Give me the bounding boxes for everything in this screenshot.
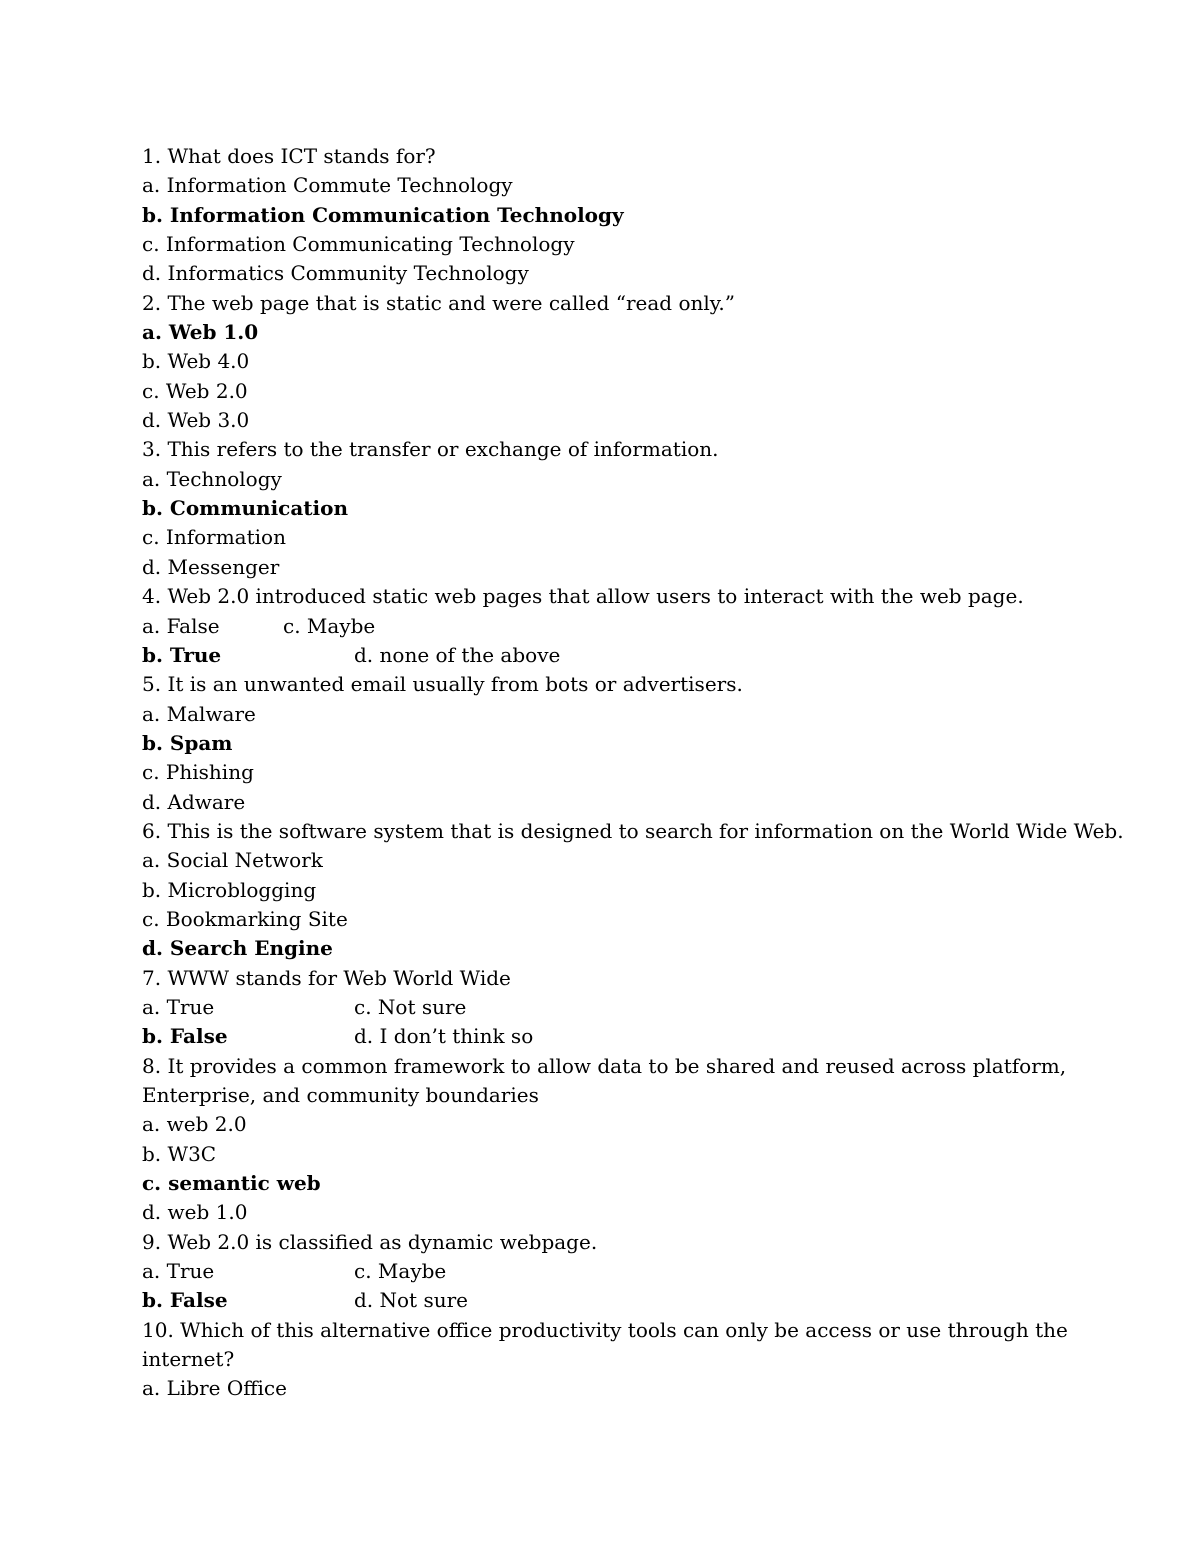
question-1-option-b-answer: b. Information Communication Technology <box>142 202 624 227</box>
question-1-option-a: a. Information Commute Technology <box>142 173 513 198</box>
question-9-options-row-2 <box>142 1286 1142 1315</box>
question-4-option-c: c. Maybe <box>283 613 376 638</box>
question-9-stem: 9. Web 2.0 is classified as dynamic webpage. <box>142 1229 598 1254</box>
question-9-option-c: c. Maybe <box>354 1259 447 1284</box>
question-4-options-row-1 <box>142 612 1142 641</box>
question-3-option-b-answer: b. Communication <box>142 496 349 521</box>
question-2-option-c: c. Web 2.0 <box>142 378 248 403</box>
question-7-option-b-answer: b. False <box>142 1024 228 1049</box>
question-5-option-d: d. Adware <box>142 789 246 814</box>
question-3-option-a: a. Technology <box>142 466 282 491</box>
question-5-option-b-answer: b. Spam <box>142 730 233 755</box>
question-8-option-b: b. W3C <box>142 1141 217 1166</box>
question-2-option-a-answer: a. Web 1.0 <box>142 320 259 345</box>
question-5-stem: 5. It is an unwanted email usually from bots or advertisers. <box>142 672 743 697</box>
question-3-option-d: d. Messenger <box>142 554 280 579</box>
question-4-option-a: a. False <box>142 613 220 638</box>
question-3-option-c: c. Information <box>142 525 286 550</box>
question-4-options-row-2 <box>142 641 1142 670</box>
question-9-option-a: a. True <box>142 1259 215 1284</box>
question-8-option-c-answer: c. semantic web <box>142 1171 321 1196</box>
question-4-stem: 4. Web 2.0 introduced static web pages that allow users to interact with the web page. <box>142 584 1024 609</box>
question-8-option-a: a. web 2.0 <box>142 1112 247 1137</box>
question-6-option-c: c. Bookmarking Site <box>142 906 348 931</box>
question-3-stem: 3. This refers to the transfer or exchange of information. <box>142 437 719 462</box>
question-6-option-b: b. Microblogging <box>142 877 317 902</box>
question-6-option-d-answer: d. Search Engine <box>142 936 333 961</box>
question-10-stem-line-2: internet? <box>142 1347 235 1372</box>
question-7-option-a: a. True <box>142 994 215 1019</box>
question-2-option-d: d. Web 3.0 <box>142 408 250 433</box>
question-7-option-c: c. Not sure <box>354 994 467 1019</box>
question-2-stem: 2. The web page that is static and were called “read only.” <box>142 290 735 315</box>
question-5-option-c: c. Phishing <box>142 760 254 785</box>
question-7-option-d: d. I don’t think so <box>354 1024 534 1049</box>
question-6-stem: 6. This is the software system that is designed to search for information on the World Wide Web. <box>142 818 1124 843</box>
question-9-option-d: d. Not sure <box>354 1288 468 1313</box>
question-9-option-b-answer: b. False <box>142 1288 228 1313</box>
question-10-stem-line-1: 10. Which of this alternative office productivity tools can only be access or use through the <box>142 1317 1068 1342</box>
question-9-options-row-1 <box>142 1257 1142 1286</box>
question-5-option-a: a. Malware <box>142 701 256 726</box>
question-1-stem: 1. What does ICT stands for? <box>142 144 436 168</box>
question-7-options-row-2 <box>142 1022 1142 1051</box>
quiz-document <box>142 142 1142 1404</box>
question-4-option-d: d. none of the above <box>354 642 561 667</box>
question-7-stem: 7. WWW stands for Web World Wide <box>142 965 511 990</box>
question-2-option-b: b. Web 4.0 <box>142 349 250 374</box>
question-7-options-row-1 <box>142 993 1142 1022</box>
question-4-option-b-answer: b. True <box>142 642 222 667</box>
question-10-option-a: a. Libre Office <box>142 1376 287 1401</box>
question-1-option-d: d. Informatics Community Technology <box>142 261 529 286</box>
question-8-option-d: d. web 1.0 <box>142 1200 248 1225</box>
question-8-stem-line-2: Enterprise, and community boundaries <box>142 1083 539 1107</box>
question-6-option-a: a. Social Network <box>142 848 323 873</box>
question-8-stem-line-1: 8. It provides a common framework to allow data to be shared and reused across platform, <box>142 1053 1067 1078</box>
question-1-option-c: c. Information Communicating Technology <box>142 232 575 257</box>
